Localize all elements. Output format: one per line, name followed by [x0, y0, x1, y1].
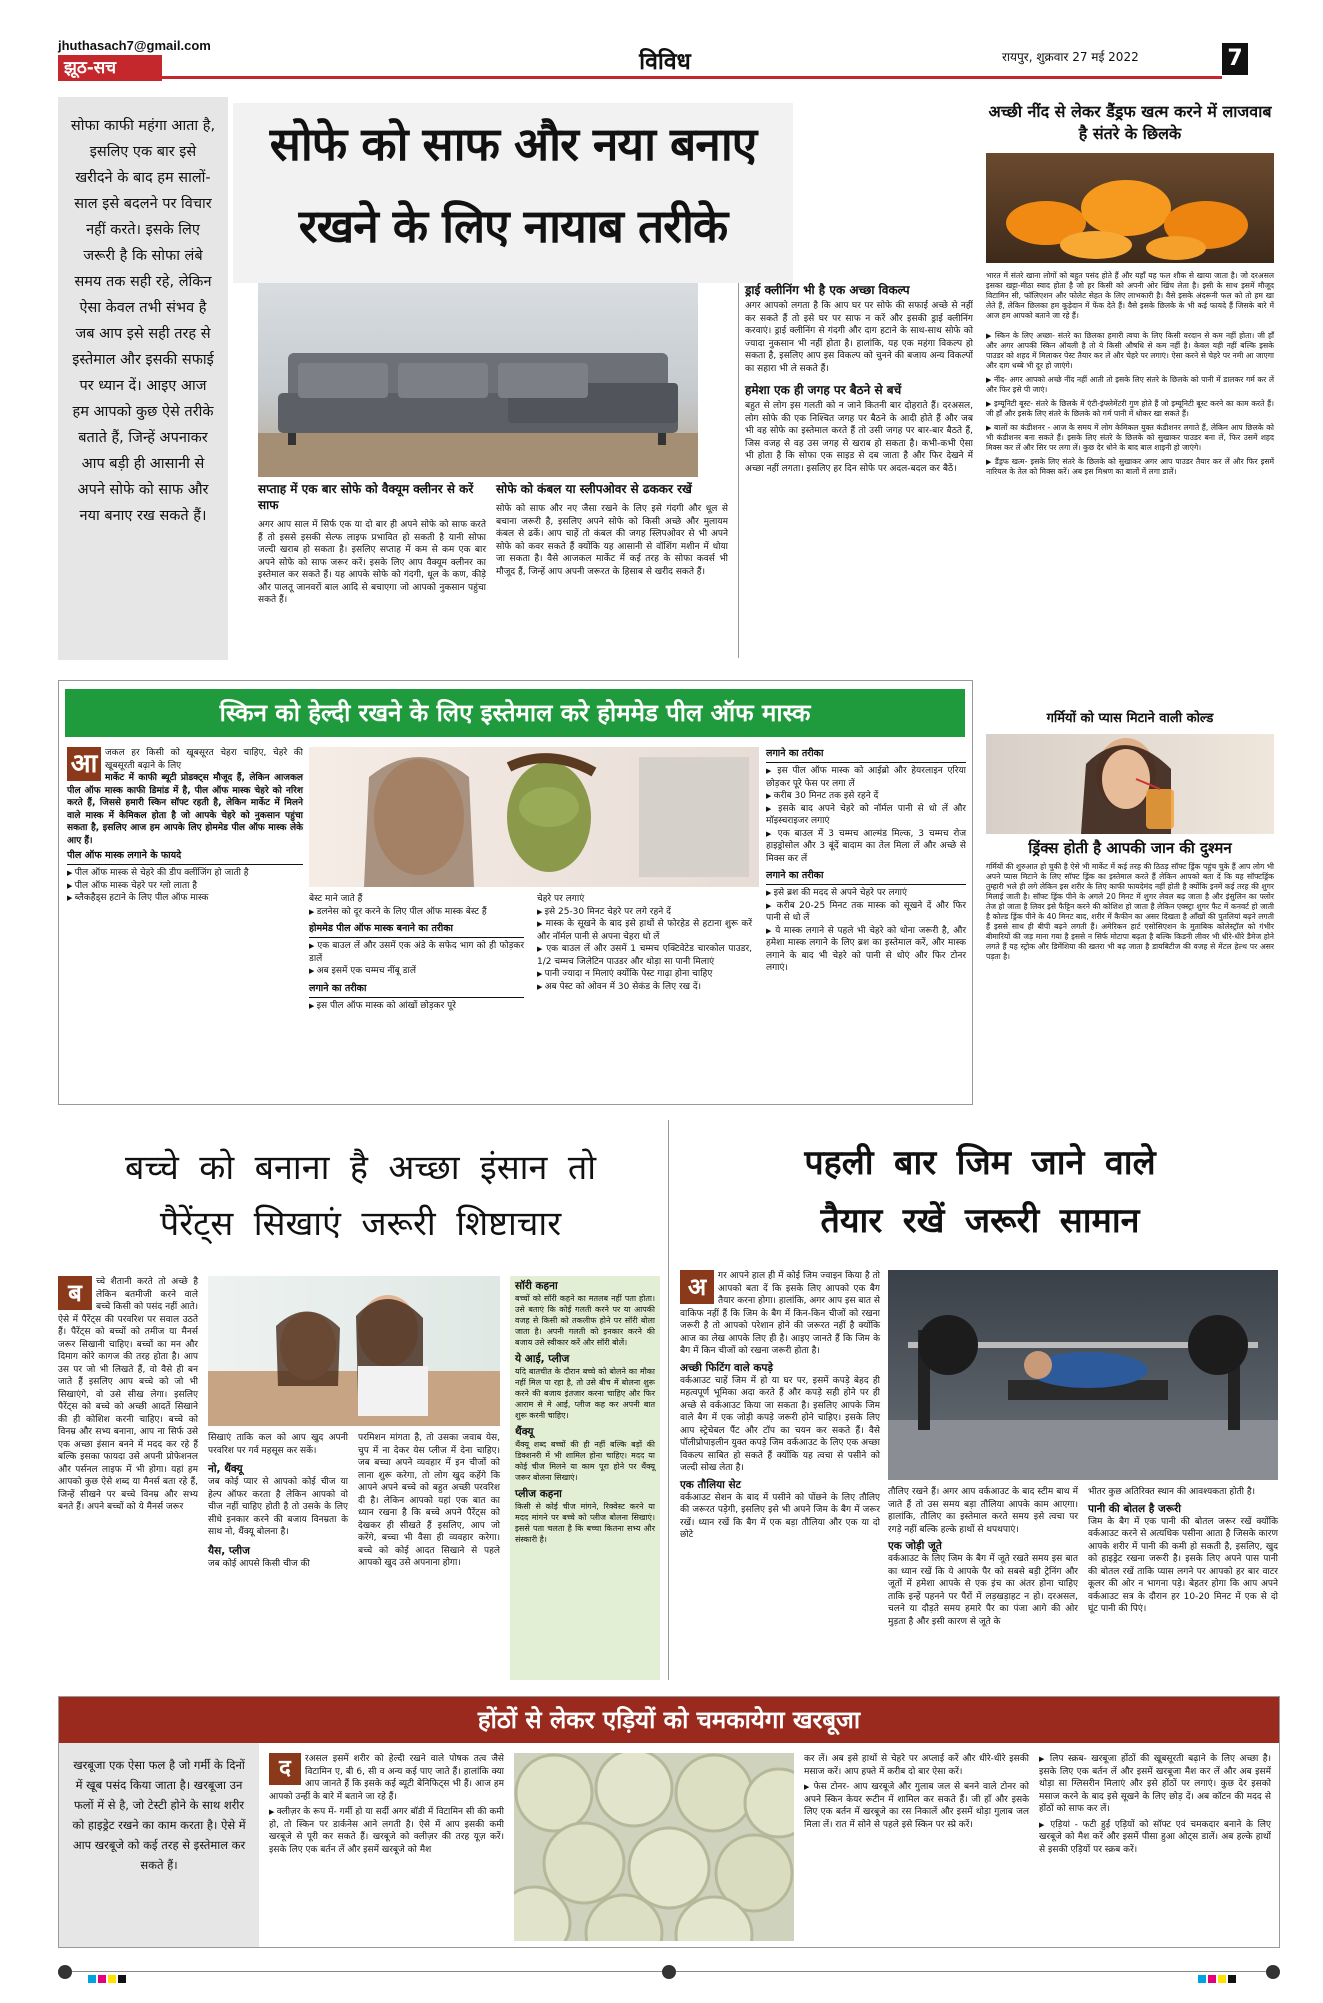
- melon-col2-bullet: ▶ फेस टोनर- आप खरबूजे और गुलाब जल से बनने वाले टोनर को अपने स्किन केयर रूटीन में शामिल कर सकते हैं। जी हाँ और इसके लिए एक बर्तन में खरबूजे का रस निकालें और इसमें थोड़ा गुलाब जल मिला लें। रात में सोने से पहले इसे स्किन पर स्प्रे करें।: [804, 1781, 1029, 1831]
- sofa-headline: [233, 103, 793, 283]
- manners-intro: च्चे शैतानी करते तो अच्छे है लेकिन बतमीजी करने वाले बच्चे किसी को पसंद नहीं आते। ऐसे में पैरेंट्स की परवरिश पर सवाल उठते हैं। पैरेंट्स को बच्चों को तमीज या मैनर्स जरूर सिखानी चाहिए। बच्चों का मन और दिमाग कोरे कागज की तरह होता है। आप उस पर जो भी लिखते हैं, वो वैसे ही बन जाते हैं इसलिए आप बच्चे को जो भी सिखाएंगे, वो उसे सीख लेगा। इसलिए पैरेंट्स को बच्चे को अच्छी आदतें सिखाने की ही कोशिश करनी चाहिए। बच्चे को विनम्र और सभ्य बनाना, आप ना सिर्फ उसे एक अच्छा इंसान बनने में मदद कर रहे हैं बल्कि इसका फायदा उसे अपनी प्रोफेशनल और पर्सनल लाइफ में भी होगा। यहां हम आपको कुछ ऐसे शब्द या मैनर्स बता रहे हैं, जिन्हें सीखने पर बच्चे विनम्र और सभ्य बनते हैं। अपने बच्चों को ये मैनर्स जरूर: [58, 1277, 198, 1512]
- magenta-swatch: [1208, 1975, 1216, 1983]
- sofa-headline-line2: रखने के लिए नायाब तरीके: [298, 199, 728, 253]
- peel-col4-bullet: ▶ करीब 30 मिनट तक इसे रहने दें: [766, 790, 966, 803]
- melon-col1-text: रअसल इसमें शरीर को हेल्दी रखने वाले पोषक तत्व जैसे विटामिन ए, बी 6, सी व अन्य कई पाए जाते हैं। हालांकि क्या आप जानते हैं कि इसके कई ब्यूटी बेनिफिट्स भी हैं। आज हम आपको उन्हीं के बारे में बताने जा रहे हैं।: [269, 1754, 504, 1802]
- gym-dropcap-letter: अ: [687, 1273, 707, 1301]
- melon-intro: खरबूजा एक ऐसा फल है जो गर्मी के दिनों में खूब पसंद किया जाता है। खरबूजा उन फलों में से है, जो टेस्टी होने के साथ शरीर को हाइड्रेट रखने का काम करता है। ऐसे में आप खरबूजे को कई तरह से इस्तेमाल कर सकते हैं।: [72, 1758, 246, 1872]
- orange-headline: अच्छी नींद से लेकर डैंड्रफ खत्म करने में लाजवाब है संतरे के छिलके: [988, 102, 1272, 143]
- melon-col2-text: कर लें। अब इसे हाथों से चेहरे पर अप्लाई करें और धीरे-धीरे इसकी मसाज करें। आप हफ्ते में करीब दो बार ऐसा करें।: [804, 1754, 1029, 1777]
- orange-article: [980, 97, 1280, 697]
- peel-dropcap: [67, 747, 101, 781]
- registration-mark: [58, 1965, 72, 1979]
- manners-dropcap-letter: ब: [68, 1279, 82, 1307]
- manners-yes-subhead: यैस, प्लीज: [208, 1544, 250, 1557]
- divider: [766, 762, 966, 763]
- peel-col3-bullet: ▶ इसे 25-30 मिनट चेहरे पर लगे रहने दें: [537, 906, 752, 919]
- paper-logo: [58, 55, 162, 81]
- melon-dropcap-letter: द: [279, 1756, 291, 1781]
- section-name: विविध: [639, 49, 691, 75]
- bench-press-illustration: [888, 1270, 1278, 1480]
- peel-col4-bullet: ▶ इसके बाद अपने चेहरे को नॉर्मल पानी से धो लें और मॉइस्चराइजर लगाएं: [766, 803, 966, 828]
- sofa-article: [58, 97, 973, 662]
- gym-article: [680, 1120, 1280, 1680]
- peel-method1-bullet: ▶ अब इसमें एक चम्मच नींबू डालें: [309, 965, 524, 978]
- gym-col1: [680, 1270, 880, 1542]
- sofa-dry-subhead: ड्राई क्लीनिंग भी है एक अच्छा विकल्प: [745, 283, 910, 297]
- peel-col4-bullet: ▶ इस पील ऑफ मास्क को आईब्रो और हेयरलाइन एरिया छोड़कर पूरे फेस पर लगा लें: [766, 765, 966, 790]
- peel-col2-bullet: ▶ डलनेस को दूर करने के लिए पील ऑफ मास्क बेस्ट हैं: [309, 906, 524, 919]
- drinks-text: गर्मियों की शुरुआत हो चुकी है ऐसे भी मार्केट में कई तरह की ठिठड़ सॉफ्ट ड्रिंक पहुंच चुके हैं आप लोग भी अपने प्यास मिटाने के लिए सॉफ्ट ड्रिंक का इस्तेमाल करते हैं लेकिन आपको बता दें कि यह सॉफ्टड्रिंक तुम्हारी भले ही लगे लेकिन इस शरीर के लिए काफी फायदेमंद नहीं होती है क्योंकि इनमें कई तरह की शुगर मिलाई जाती है। सॉफ्ट ड्रिंक पीने के अगले 20 मिनट में शुगर लेवल बढ़ जाता है और इंसुलिन का फ्लोर तेज हो जाता है लिवर इसे फैट्टिन करने की कोशिश हो जाता है लेकिन एक्स्ट्रा शुगर फैट में कनवर्ट हो जाती है कोल्ड ड्रिंक पीने के 40 मिनट बाद, शरीर में कैफीन का असर दिखता है आँखों की पुतलियां बढ़ने लगती हैं इससे साथ ही बीपी बढ़ने लगती हैं। अमेरिकन हार्ट एसोसिएशन के मुताबिक कोलेस्ट्रॉल को गंभीर बीमारियों की जड़ माना गया है इससे न सिर्फ मोटापा बढ़ता है बल्कि किडनी लीवर भी धीरे-धीरे डैमेज होने लगते हैं यह स्ट्रोक और डिमेंशिया की खतरा भी बढ़ जाता है डायबिटीज की वजह से मेंटल हेल्थ पर असर पड़ता है।: [986, 862, 1274, 961]
- cyan-swatch: [88, 1975, 96, 1983]
- page-number-value: 7: [1227, 46, 1243, 71]
- sofa-photo: [258, 283, 698, 477]
- page-number: [1222, 43, 1248, 75]
- sofa-illustration: [258, 283, 698, 477]
- gym-bottle-subhead: पानी की बोतल है जरूरी: [1088, 1502, 1181, 1515]
- registration-mark: [662, 1965, 676, 1979]
- footer-registration-bar: [58, 1965, 1280, 1979]
- gym-shoes-subhead: एक जोड़ी जूते: [888, 1540, 942, 1552]
- peel-method1-title: होममेड पील ऑफ मास्क बनाने का तरीका: [309, 923, 453, 934]
- orange-bullet: ▶ स्किन के लिए अच्छा- संतरे का छिलका हमारी त्वचा के लिए किसी वरदान से कम नहीं होता। जी हाँ और अगर आपकी स्किन ऑयली है तो ये किसी औषधि से कम नहीं है। केवल यही नहीं बल्कि इसके पाउडर को शहद में मिलाकर पेस्ट तैयार कर लें और चेहरे पर लगाएं। ऐसा करने से चेहरे पर नमी आ जाएगा और दाग धब्बे भी दूर हो जाएंगे।: [986, 331, 1274, 371]
- gym-col2: [888, 1486, 1078, 1628]
- gym-clothes-subhead: अच्छी फिटिंग वाले कपड़े: [680, 1361, 773, 1374]
- peel-col2-top: बेस्ट माने जाते हैं: [309, 894, 363, 904]
- sofa-intro-panel: [58, 97, 228, 660]
- registration-mark: [1266, 1965, 1280, 1979]
- peel-benefit: ▶ पील ऑफ मास्क से चेहरे की डीप क्लींजिंग हो जाती है: [67, 867, 303, 880]
- gym-photo: [888, 1270, 1278, 1480]
- peel-apply1-title: लगाने का तरीका: [309, 982, 367, 994]
- manners-col2: [208, 1432, 348, 1570]
- drinks-article: [980, 710, 1280, 1105]
- orange-bullet: ▶ इम्यूनिटी बूस्ट- संतरे के छिलके में एंटी-इंफ्लेमेंटरी गुण होते हैं जो इम्यूनिटी बूस्ट करने का काम करते हैं। जी हाँ और इसके लिए संतरे के छिलके को गर्म पानी में धोकर खा सकते हैं।: [986, 399, 1274, 419]
- peel-col3-bullet: ▶ मास्क के सूखने के बाद इसे हाथों से फोरहेड से हटाना शुरू करें और नॉर्मल पानी से अपना चेहरा धो लें: [537, 918, 752, 943]
- sofa-cover-text: सोफे को साफ और नए जैसा रखने के लिए इसे गंदगी और धूल से बचाना जरूरी है, इसलिए अपने सोफे को किसी अच्छे और मुलायम कंबल से ढकें। आप चाहें तो कंबल की जगह स्लिपओवर से भी अपने सोफे को कवर सकते हैं क्योंकि यह आसानी से वॉशिंग मशीन में धोया जा सकता है। वैसे आजकल मार्केट में कई तरह के सोफा कवर्स भी मौजूद हैं, जिन्हें आप अपनी जरूरत के हिसाब से खरीद सकते हैं।: [496, 504, 728, 577]
- manners-thanks-text: जब कोई प्यार से आपको कोई चीज या हेल्प ऑफर करता है लेकिन आपको वो चीज नहीं चाहिए होती है तो उसके के लिए सीधे इनकार करने की बजाय विनम्रता के साथ नो, थैंक्यू बोलना है।: [208, 1477, 348, 1537]
- black-swatch: [1228, 1975, 1236, 1983]
- sofa-vacuum-text: अगर आप साल में सिर्फ एक या दो बार ही अपने सोफे को साफ करते हैं तो इससे इसकी सेल्फ लाइफ प्रभावित हो सकती है यानी सोफा जल्दी खराब हो सकता है। इसलिए सप्ताह में कम से कम एक बार अपने सोफे को साफ जरूर करें। इसके लिए आप वैक्यूम क्लीनर का इस्तेमाल कर सकते हैं। यह आपके सोफे को गंदगी, धूल के कण, कीड़े और पालतू जानवरों बाल आदि से बचाएगा जो आपको नुकसान पहुंचा सकते हैं।: [258, 520, 486, 605]
- manners-thankyou-subhead: थैंक्यू: [515, 1426, 534, 1438]
- manners-headline-line1: बच्चे को बनाना है अच्छा इंसान तो: [124, 1148, 597, 1188]
- peel-intro-column: [67, 747, 303, 905]
- sofa-intro: सोफा काफी महंगा आता है, इसलिए एक बार इसे खरीदने के बाद हम सालों-साल इसे बदलने पर विचार नहीं करते। इसके लिए जरूरी है कि सोफा लंबे समय तक सही रहे, लेकिन ऐसा केवल तभी संभव है जब आप इसे सही तरह से इस्तेमाल और इसकी सफाई पर ध्यान दें। आइए आज हम आपको कुछ ऐसे तरीके बताते हैं, जिन्हें अपनाकर आप बड़ी ही आसानी से अपने सोफे को साफ और नया बनाए रख सकते हैं।: [70, 118, 216, 524]
- magenta-swatch: [98, 1975, 106, 1983]
- peel-col4-bullet: ▶ इसे ब्रश की मदद से अपने चेहरे पर लगाएं: [766, 887, 966, 900]
- peel-intro-first: जकल हर किसी को खूबसूरत चेहरा चाहिए, चेहरे की खूबसूरती बढ़ाने के लिए: [105, 748, 303, 771]
- dateline: रायपुर, शुक्रवार 27 मई 2022: [1002, 50, 1139, 64]
- orange-bullet: ▶ डैंड्रफ खत्म- इसके लिए संतरे के छिलके को सुखाकर अगर आप पाउडर तैयार कर लें और फिर इसमें नारियल के तेल को मिक्स करें। अब इस मिश्रण का बालों में लगा डालें।: [986, 457, 1274, 477]
- drinks-kicker: गर्मियों को प्यास मिटाने वाली कोल्ड: [1046, 711, 1214, 726]
- peel-banner: [65, 689, 965, 737]
- orange-bullet: ▶ नींद- अगर आपको अच्छे नींद नहीं आती तो इसके लिए संतरे के छिलके को पानी में डालकर गर्म कर लें और फिर इसे पी जाएं।: [986, 375, 1274, 395]
- sofa-place-text: बहुत से लोग इस गलती को न जाने कितनी बार दोहराते हैं। दरअसल, लोग सोफे की एक निश्चित जगह पर बैठने के आदी होते हैं और जब भी वह सोफे का इस्तेमाल करते हैं तो उसी जगह पर बार-बार बैठते हैं, जिस वजह से वह उस जगह से खराब हो सकता है। कभी-कभी ऐसा भी होता है कि सोफा एक साइड से दब जाता है और फिर देखने में अच्छा नहीं लगता। इसलिए हर दिन सोफे पर अदल-बदल कर बैठें।: [745, 401, 973, 474]
- manners-yes-text: जब कोई आपसे किसी चीज की: [208, 1558, 310, 1569]
- gym-intro: गर आपने हाल ही में कोई जिम ज्वाइन किया है तो आपको बता दें कि इसके लिए आपको एक बैग तैयार करना होगा। हालांकि, अगर आप इस बात से वाकिफ नहीं हैं कि जिम के बैग में किन-किन चीजों को रखना जरूरी है तो आपको परेशान होने की जरूरत नहीं है क्योंकि आज का लेख आपके लिए ही है। आइए जानते हैं कि जिम के बैग में किन चीजों को रखना जरूरी होता है।: [680, 1271, 880, 1356]
- melon-banner-text: होंठों से लेकर एड़ियों को चमकायेगा खरबूजा: [477, 1706, 861, 1734]
- orange-bullets: [980, 325, 1280, 479]
- melon-col3-bullet: ▶ लिप स्क्रब- खरबूजा होंठों की खूबसूरती बढ़ाने के लिए अच्छा है। इसके लिए एक बर्तन लें और इसमें खरबूजा मैश कर लें और अब इसमें थोड़ा सा ग्लिसरीन मिलाएं और इसे होंठों पर लगाएं। कुछ देर इसको मसाज करने के बाद इसे सूखने के लिए छोड़ दें। अब कॉटन की मदद से होंठों को साफ कर लें।: [1039, 1753, 1271, 1816]
- drinks-headline: ड्रिंक्स होती है आपकी जान की दुश्मन: [1028, 839, 1232, 857]
- melon-col2: [804, 1753, 1029, 1831]
- manners-col3: [358, 1432, 500, 1570]
- peel-benefits-title: पील ऑफ मास्क लगाने के फायदे: [67, 850, 182, 861]
- muskmelons-illustration: [514, 1753, 794, 1941]
- manners-dropcap: [58, 1276, 92, 1310]
- peel-col3-bullet: ▶ पानी ज्यादा न मिलाएं क्योंकि पेस्ट गाढ़ा होना चाहिए: [537, 968, 752, 981]
- divider: [67, 864, 303, 865]
- manners-thanks-subhead: नो, थैंक्यू: [208, 1463, 243, 1475]
- manners-tips-box: [510, 1276, 660, 1680]
- column-divider: [668, 1120, 669, 1680]
- masthead-email: jhuthasach7@gmail.com: [58, 38, 211, 53]
- gym-clothes-text: वर्कआउट चाहें जिम में हो या घर पर, इसमें कपड़े बेहद ही महत्वपूर्ण भूमिका अदा करते हैं और कपड़े सही होने पर ही अच्छे से वर्कआउट किया जा सकता है। इसलिए आपके जिम वाले बैग में एक जोड़ी कपड़े जरूरी होने चाहिए। इसके लिए आप स्ट्रेचेबल पैंट और टॉप का चयन कर सकते हैं। वैसे पॉलीप्रोपाइलीन युक्त कपड़े जिम वर्कआउट के लिए एक अच्छा विकल्प साबित हो सकते हैं क्योंकि यह त्वचा से पसीने को जल्दी सोख लेता है।: [680, 1375, 880, 1473]
- sofa-dry-column: [738, 283, 973, 658]
- melon-intro-panel: [59, 1743, 259, 1947]
- peel-photo: [309, 747, 759, 887]
- peel-apply2-title: लगाने का तरीका: [766, 748, 824, 759]
- peel-col3: [537, 893, 752, 993]
- drinks-photo: [986, 734, 1274, 834]
- manners-please-subhead: प्लीज कहना: [515, 1488, 562, 1500]
- color-swatches: [1198, 1968, 1238, 1987]
- melon-dropcap: [269, 1753, 301, 1785]
- manners-headline-line2: पैरेंट्स सिखाएं जरूरी शिष्टाचार: [159, 1204, 562, 1244]
- peel-col4-bullet: ▶ करीब 20-25 मिनट तक मास्क को सूखने दें और फिर पानी से धो लें: [766, 900, 966, 925]
- manners-sorry-text: बच्चों को सॉरी कहने का मतलब नहीं पता होता। उसे बताएं कि कोई गलती करने पर या आपकी वजह से किसी को तकलीफ होने पर सॉरी बोला जाता है। अपनी गलती को इनकार करने की बजाय उसे स्वीकार करें और सॉरी बोलें।: [515, 1294, 655, 1347]
- peel-banner-text: स्किन को हेल्दी रखने के लिए इस्तेमाल करे होममेड पील ऑफ मास्क: [219, 699, 811, 727]
- melon-col3-bullet: ▶ एड़ियां - फटी हुई एड़ियों को सॉफ्ट एवं चमकदार बनाने के लिए खरबूजे को मैश करें और इसमें पीसा हुआ ओट्स डालें। अब हल्के हाथों से इसकी एड़ियों पर स्क्रब करें।: [1039, 1819, 1271, 1857]
- manners-col3-text: परमिशन मांगता है, तो उसका जवाब येस, चुप में ना देकर येस प्लीज में देना चाहिए। जब बच्चा अपने व्यवहार में इन चीजों को लाना शुरू करेगा, तो लोग खुद कहेंगे कि आपने अपने बच्चे को बहुत अच्छी परवरिश दी है। लेकिन आपको यहां एक बात का ध्यान रखना है कि बच्चे अपने पैरेंट्स को देखकर ही सीखते हैं इसलिए, आप जो करेंगे, बच्चा भी वैसा ही व्यवहार करेगा। बच्चे को कोई आदत सिखाने से पहले आपको खुद उसे अपनाना होगा।: [358, 1433, 500, 1568]
- sofa-vacuum-subhead: सप्ताह में एक बार सोफे को वैक्यूम क्लीनर से करें साफ: [258, 482, 474, 512]
- manners-headline: [58, 1120, 663, 1252]
- peel-apply3-title: लगाने का तरीका: [766, 870, 824, 881]
- sofa-headline-line1: सोफे को साफ और नया बनाए: [269, 117, 757, 171]
- melon-banner: [59, 1697, 1279, 1743]
- orange-photo: [986, 153, 1274, 263]
- manners-article: [58, 1120, 663, 1680]
- masthead-rule: [162, 76, 1222, 79]
- woman-drinking-illustration: [986, 734, 1274, 834]
- peel-benefit: ▶ ब्लैकहैड्स हटाने के लिए पील ऑफ मास्क: [67, 892, 303, 905]
- mother-daughter-illustration: [208, 1276, 500, 1426]
- orange-peel-illustration: [986, 153, 1274, 263]
- peel-col3-bullet: ▶ अब पेस्ट को ओवन में 30 सेकंड के लिए रख दें।: [537, 981, 752, 994]
- orange-intro: भारत में संतरे खाना लोगों को बहुत पसंद होते हैं और यहाँ यह फल शौक से खाया जाता है। जो दरअसल इसका खट्टा-मीठा स्वाद होता है जो हर किसी को अपनी ओर खिंच लेता है। इसी के साथ इसमें मौजूद विटामिन सी, फॉलिएशन और फोलेट सेहत के लिए लाभकारी है। वैसे इसके अंदरूनी फल को तो हम खा लेते हैं, लेकिन छिलका हम कूड़ेदान में फेंक देते हैं। वैसे इसके छिलके के भी कई फायदे हैं जिसके बारे में आज हम आपको बताने जा रहे हैं।: [986, 271, 1274, 320]
- peel-col4-bullet: ▶ एक बाउल में 3 चम्मच आल्मंड मिल्क, 3 चम्मच रोज हाइड्रोसोल और 3 बूंदें बादाम का तेल मिला लें और अच्छे से मिक्स कर लें: [766, 828, 966, 866]
- manners-col1: [58, 1276, 198, 1514]
- manners-excuse-text: यदि बातचीत के दौरान बच्चे को बोलने का मौका नहीं मिल पा रहा है, तो उसे बीच में बोलना शुरू करने की बजाय इंतजार करना चाहिए और फिर आराम से मे आई, प्लीज कह कर अपनी बात शुरू करनी चाहिए।: [515, 1367, 655, 1420]
- sofa-place-subhead: हमेशा एक ही जगह पर बैठने से बचें: [745, 383, 902, 397]
- gym-col3-text: भीतर कुछ अतिरिक्त स्थान की आवश्यकता होती है।: [1088, 1487, 1256, 1497]
- peel-article: [58, 680, 973, 1105]
- yellow-swatch: [108, 1975, 116, 1983]
- melon-article: [58, 1696, 1280, 1948]
- sofa-cover-subhead: सोफे को कंबल या स्लीपओवर से ढककर रखें: [496, 482, 692, 496]
- gym-towel-text: वर्कआउट सेशन के बाद में पसीने को पोंछने के लिए तौलिए की जरूरत पड़ेगी, इसलिए इसे भी अपने जिम के बैग में जरूर रखें। ध्यान रखें कि बैग में एक बड़ा तौलिया और एक या दो छोटे: [680, 1492, 880, 1540]
- manners-photo: [208, 1276, 500, 1426]
- peel-col3-top: चेहरे पर लगाएं: [537, 894, 585, 904]
- peel-method1-column: [309, 893, 524, 1012]
- sofa-cover-column: [496, 481, 728, 578]
- gym-headline-line1: पहली बार जिम जाने वाले: [804, 1143, 1156, 1183]
- woman-with-face-mask-illustration: [309, 747, 759, 887]
- peel-col3-bullet: ▶ एक बाउल लें और उसमें 1 चम्मच एक्टिवेटेड चारकोल पाउडर, 1/2 चम्मच जिलेटिन पाउडर और थोड़ा सा पानी मिलाएं: [537, 943, 752, 968]
- peel-col4: [766, 747, 966, 975]
- paper-name: झूठ-सच: [64, 58, 117, 78]
- gym-towel-subhead: एक तौलिया सेट: [680, 1478, 741, 1491]
- masthead: [0, 0, 1323, 92]
- gym-col3: [1088, 1486, 1278, 1616]
- sofa-dry-text: अगर आपको लगता है कि आप घर पर सोफे की सफाई अच्छे से नहीं कर सकते हैं तो इसे घर पर साफ न करें और इसकी ड्राई क्लीनिंग करवाएं। ड्राई क्लीनिंग से गंदगी और दाग हटाने के साथ-साथ सोफे को ज्यादा नुकसान भी नहीं होता है। हालांकि, यह एक महंगा विकल्प हो सकता है, इसलिए आप इस विकल्प को चुनने की बजाय अन्य विकल्पों का सहारा भी ले सकते हैं।: [745, 301, 973, 374]
- gym-col2-text: तौलिए रखने हैं। अगर आप वर्कआउट के बाद स्टीम बाथ में जाते हैं तो उस समय बड़ा तौलिया आपके काम आएगा। हालांकि, तौलिए का इस्तेमाल करते समय इसे त्वचा पर रगड़े नहीं बल्कि हल्के हाथों से थपथपाएं।: [888, 1487, 1078, 1535]
- sofa-vacuum-column: [258, 481, 486, 607]
- peel-benefit: ▶ पील ऑफ मास्क चेहरे पर ग्लो लाता है: [67, 880, 303, 893]
- divider: [309, 937, 524, 938]
- melon-photo: [514, 1753, 794, 1941]
- gym-headline-line2: तैयार रखें जरूरी सामान: [820, 1201, 1140, 1241]
- peel-intro-bold: मार्केट में काफी ब्यूटी प्रोडक्ट्स मौजूद हैं, लेकिन आजकल पील ऑफ मास्क काफी डिमांड में है, पील ऑफ मास्क चेहरे को नरिश करते हैं, जिससे हमारी स्किन सॉफ्ट रहती है, लेकिन मार्केट में मिलने वाले मास्क में केमिकल होता है जो आपके चेहरे को नुकसान पहुंचा सकता है, इसलिए आज हम आपके लिए होममेड पील ऑफ मास्क लेके आए हैं।: [67, 773, 303, 846]
- gym-headline: [680, 1120, 1280, 1250]
- peel-col4-bullet: ▶ ये मास्क लगाने से पहले भी चेहरे को धोना जरूरी है, और हमेशा मास्क लगाने के लिए ब्रश का इस्तेमाल करें, और मास्क लगाने के बाद भी चेहरे को पानी से धोएं और फिर टोनर लगाएं।: [766, 925, 966, 975]
- melon-col1: [269, 1753, 504, 1856]
- melon-col1-bullet: ▶ क्लीज़र के रूप में- गर्मी हो या सर्दी अगर बॉडी में विटामिन सी की कमी हो, तो स्किन पर डार्कनेस आने लगती है। ऐसे में आप इसकी कमी खरबूजे से पूरी कर सकते हैं। खरबूजे को क्लीज़र की तरह यूज़ करें। इसके लिए एक बर्तन लें और इसमें खरबूजे को मैश: [269, 1806, 504, 1856]
- manners-sorry-subhead: सॉरी कहना: [515, 1280, 558, 1292]
- orange-bullet: ▶ बालों का कंडीशनर - आज के समय में लोग केमिकल युक्त कंडीशनर लगाते हैं, लेकिन आप छिलके को भी कंडीशनर बना सकते हैं। इसके लिए संतरे के छिलके को सुखाकर पाउडर बना लें, फिर उसमें शहद मिक्स कर लें और सिर पर लगा लें। कुछ देर धोने के बाद बाल शाइनी हो जाएंगे।: [986, 423, 1274, 453]
- manners-please-text: किसी से कोई चीज मांगने, रिक्वेस्ट करने या मदद मांगने पर बच्चे को प्लीज बोलना सिखाएं। इससे पता चलता है कि बच्चा कितना सभ्य और संस्कारी है।: [515, 1502, 655, 1544]
- black-swatch: [118, 1975, 126, 1983]
- gym-bottle-text: जिम के बैग में एक पानी की बोतल जरूर रखें क्योंकि वर्कआउट करने से अत्यधिक पसीना आता है जिसके कारण आपके शरीर में पानी की कमी हो सकती है, इसलिए, खुद को हाइड्रेट रखना जरूरी है। इसके लिए अपने पास पानी की बोतल रखें ताकि प्यास लगने पर आपको हर बार वाटर कूलर की ओर न भागना पड़े। बेहतर होगा कि आप अपने वर्कआउट सत्र के दौरान हर 10-20 मिनट में एक से दो घूंट पानी की पिएं।: [1088, 1516, 1278, 1614]
- color-swatches: [88, 1968, 128, 1987]
- peel-dropcap-letter: आ: [70, 749, 98, 779]
- melon-col3: [1039, 1753, 1271, 1856]
- manners-col2-text: सिखाएं ताकि कल को आप खुद अपनी परवरिश पर गर्व महसूस कर सकें।: [208, 1433, 348, 1456]
- peel-method1-bullet: ▶ एक बाउल लें और उसमें एक अंडे के सफेद भाग को ही फोड़कर डालें: [309, 940, 524, 965]
- manners-excuse-subhead: ये आई, प्लीज: [515, 1353, 570, 1365]
- peel-apply1-bullet: ▶ इस पील ऑफ मास्क को आंखों छोड़कर पूरे: [309, 1000, 524, 1013]
- cyan-swatch: [1198, 1975, 1206, 1983]
- gym-shoes-text: वर्कआउट के लिए जिम के बैग में जूते रखते समय इस बात का ध्यान रखें कि ये आपके पैर को सबसे बड़ी ट्रेनिंग और जूतों में हमेशा आपके से एक इंच का अंतर होना चाहिए ताकि इन्हें पहनने पर पैरों में लड़खड़ाहट न हो। दरअसल, चलने या दौड़ते समय हमारे पैर का पंजा आगे की ओर मुड़ता है और इसी कारण से जूते के: [888, 1554, 1078, 1627]
- manners-thankyou-text: थैंक्यू शब्द बच्चों की ही नहीं बल्कि बड़ों की डिक्शनरी में भी शामिल होना चाहिए। मदद या कोई चीज मिलने या काम पूरा होने पर थैंक्यू जरूर बोलना सिखाएं।: [515, 1440, 655, 1482]
- divider: [766, 884, 966, 885]
- yellow-swatch: [1218, 1975, 1226, 1983]
- gym-dropcap: [680, 1270, 714, 1304]
- divider: [309, 997, 524, 998]
